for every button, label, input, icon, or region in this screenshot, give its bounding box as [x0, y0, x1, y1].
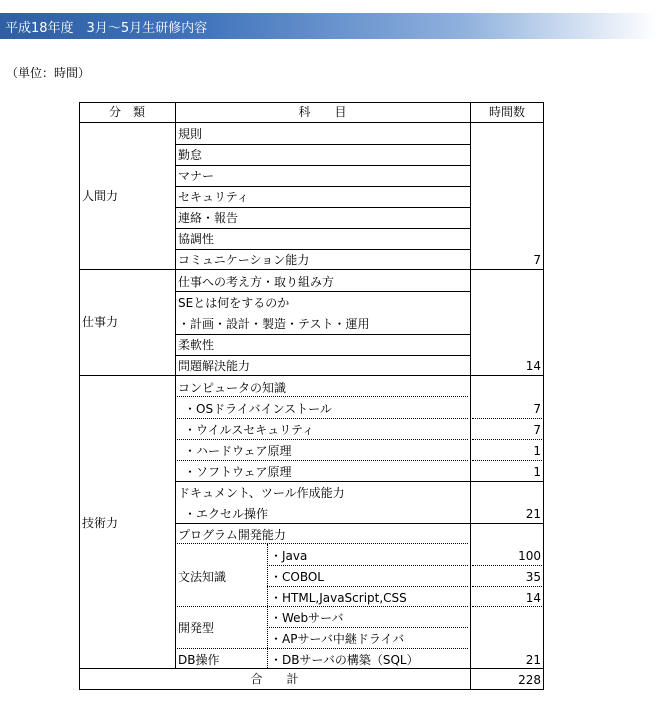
- row-line: [472, 586, 542, 587]
- header-subject: 科 目: [298, 105, 347, 119]
- subject-item: ・ウイルスセキュリティ: [184, 423, 315, 437]
- subject-item: 連絡・報告: [178, 211, 239, 225]
- subject-item: ・COBOL: [270, 570, 324, 584]
- subject-item: ・エクセル操作: [184, 507, 269, 521]
- subject-item: ドキュメント、ツール作成能力: [178, 486, 345, 500]
- category-shigoto: 仕事力: [82, 315, 119, 329]
- row-line: [175, 186, 470, 187]
- subject-item: ・DBサーバの構築（SQL）: [270, 653, 419, 667]
- row-line: [472, 606, 542, 607]
- subject-item: SEとは何をするのか: [178, 296, 290, 310]
- subject-item: DB操作: [178, 653, 220, 667]
- row-line: [175, 334, 470, 335]
- subject-item: ・計画・設計・製造・テスト・運用: [178, 317, 370, 331]
- row-line: [175, 396, 468, 397]
- subject-item: 開発型: [178, 621, 215, 635]
- hours-value: 7: [533, 402, 541, 416]
- hours-value: 100: [518, 549, 541, 563]
- row-line: [175, 543, 468, 544]
- subject-item: 柔軟性: [178, 338, 215, 352]
- row-line: [175, 648, 468, 649]
- subject-item: ・APサーバ中継ドライバ: [270, 632, 405, 646]
- subject-item: 勤怠: [178, 148, 203, 162]
- row-line: [175, 418, 468, 419]
- subject-item: セキュリティ: [178, 190, 249, 204]
- col-line: [470, 102, 471, 690]
- total-hours: 228: [518, 673, 541, 687]
- hours-value: 21: [525, 653, 541, 667]
- category-gijutsu: 技術力: [82, 516, 119, 530]
- subject-item: 文法知識: [178, 570, 227, 584]
- subject-item: ・ソフトウェア原理: [184, 465, 292, 479]
- row-line: [472, 439, 542, 440]
- row-line: [472, 460, 542, 461]
- row-line: [175, 460, 468, 461]
- row-line: [79, 122, 544, 123]
- hours-value: 14: [525, 359, 541, 373]
- row-line: [175, 291, 470, 292]
- category-ningen: 人間力: [82, 189, 119, 203]
- unit-label: （単位：時間）: [6, 66, 91, 80]
- group-line: [79, 269, 544, 270]
- row-line: [175, 439, 468, 440]
- row-line: [175, 144, 470, 145]
- row-line: [175, 228, 470, 229]
- title-bar: [0, 13, 658, 39]
- hours-value: 1: [533, 444, 541, 458]
- row-line: [175, 207, 470, 208]
- group-line: [79, 375, 544, 376]
- hours-value: 7: [533, 423, 541, 437]
- hours-value: 35: [525, 570, 541, 584]
- page-title: 平成18年度 3月～5月生研修内容: [5, 21, 208, 36]
- hours-value: 7: [533, 253, 541, 267]
- subject-item: コミュニケーション能力: [178, 253, 310, 267]
- subject-item: ・ハードウェア原理: [184, 444, 292, 458]
- hours-value: 21: [525, 507, 541, 521]
- subject-item: ・OSドライバインストール: [184, 402, 332, 416]
- row-line: [175, 165, 470, 166]
- row-line: [472, 418, 542, 419]
- row-line: [175, 355, 470, 356]
- row-line: [267, 565, 468, 566]
- header-category: 分 類: [108, 105, 145, 119]
- subject-item: プログラム開発能力: [178, 528, 286, 542]
- group-line: [79, 668, 544, 669]
- row-line: [175, 249, 470, 250]
- subject-item: ・Java: [270, 549, 308, 563]
- row-line: [267, 586, 468, 587]
- row-line: [175, 481, 544, 482]
- total-label: 合 計: [250, 672, 299, 686]
- subject-item: コンピュータの知識: [178, 381, 287, 395]
- hours-value: 14: [525, 591, 541, 605]
- subject-item: ・Webサーバ: [270, 611, 344, 625]
- row-line: [175, 606, 468, 607]
- subject-item: マナー: [178, 169, 215, 183]
- row-line: [267, 627, 468, 628]
- subject-item: 仕事への考え方・取り組み方: [178, 275, 335, 289]
- header-hours: 時間数: [488, 105, 525, 119]
- subject-item: 問題解決能力: [178, 359, 251, 373]
- hours-value: 1: [533, 465, 541, 479]
- subject-item: ・HTML,JavaScript,CSS: [270, 591, 407, 605]
- subject-item: 規則: [178, 127, 203, 141]
- row-line: [472, 565, 542, 566]
- subject-item: 協調性: [178, 232, 215, 246]
- row-line: [175, 523, 544, 524]
